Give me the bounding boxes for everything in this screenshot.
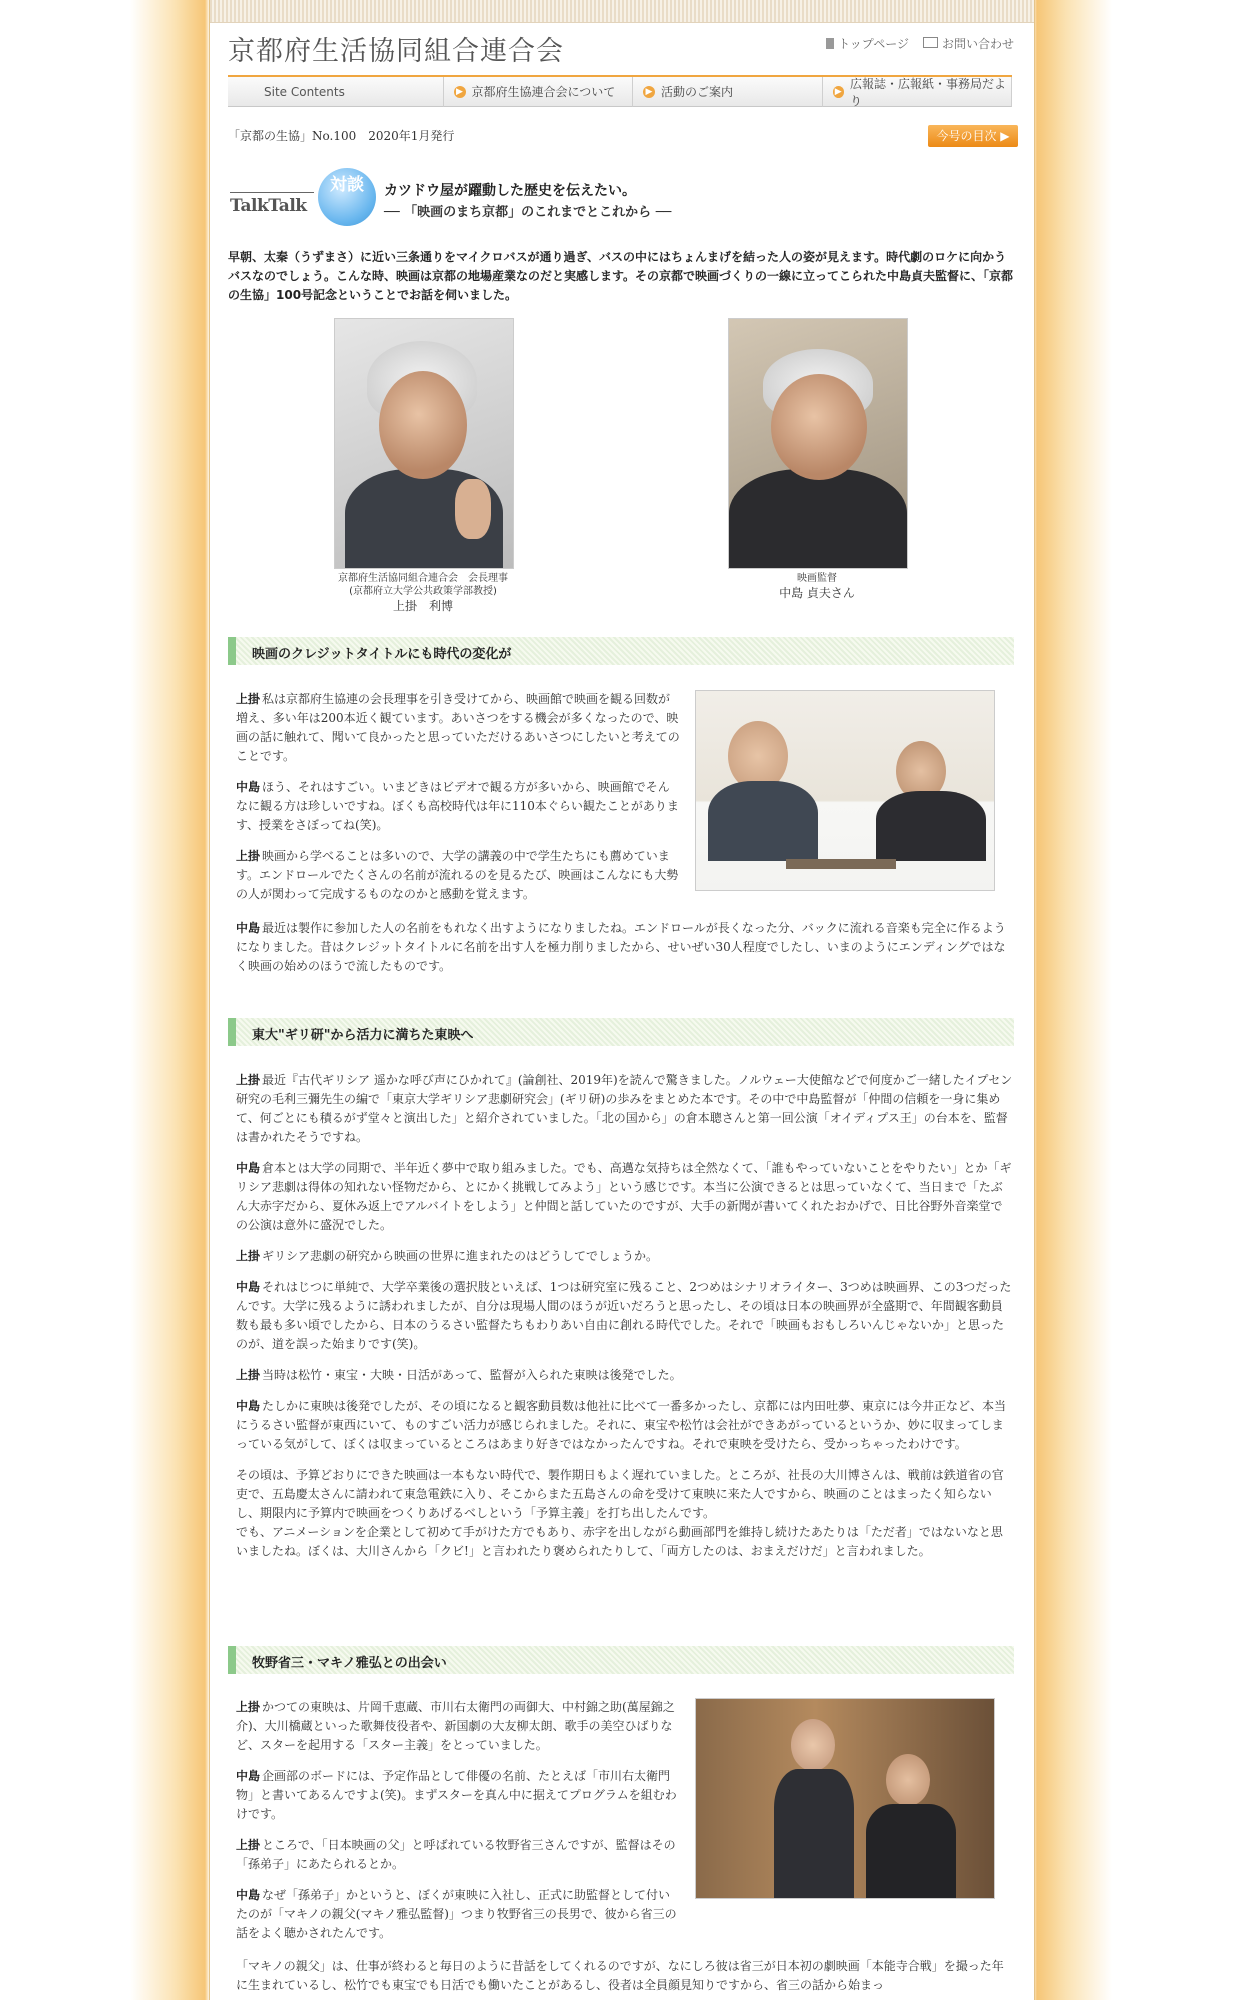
nav-publications[interactable]: ▶ 広報誌・広報紙・事務局だより: [823, 77, 1013, 107]
paragraph: 中島 それはじつに単純で、大学卒業後の選択肢といえば、1つは研究室に残ること、2つめはシナリオライター、3つめは映画界、この3つだったんです。大学に残るように誘われましたが、自分は現場人間のほうが近いだろうと思ったし、その頃は日本の映画界が全盛期で、年間観客動員数も最も多い頃でしたから、日本のうるさい監督たちもわりあい自由に創れる時代でした。それで「映画もおもしろいんじゃないか」と思ったのが、道を誤った始まりです(笑)。: [236, 1280, 1012, 1351]
speaker-label: 上掛: [236, 1700, 261, 1714]
caption-kamikake-role: 京都府生活協同組合連合会 会長理事: [338, 573, 508, 584]
speaker-label: 中島: [236, 1769, 261, 1783]
paragraph: 中島 なぜ「孫弟子」かというと、ぼくが東映に入社し、正式に助監督として付いたのが「マキノの親父(マキノ雅弘監督)」つまり牧野省三の長男で、彼から省三の話をよく聴かされたんです。: [236, 1888, 677, 1940]
section-1-body-narrow: [236, 690, 680, 916]
speaker-label: 中島: [236, 1888, 261, 1902]
header: [210, 23, 1034, 73]
paragraph: その頃は、予算どおりにできた映画は一本もない時代で、製作期日もよく遅れていました。ところが、社長の大川博さんは、戦前は鉄道省の官吏で、五島慶太さんに請われて東急電鉄に入り、そこからまた五島さんの命を受けて東映に来た人ですから、映画のことはまったく知らないし、期限内に予算内で映画をつくりあげるべしという「予算主義」を打ち出したんです。 でも、アニメーションを企業として初めて手がけた方でもあり、赤字を出しながら動画部門を維持し続けたあたりは「ただ者」ではないなと思いましたね。ぼくは、大川さんから「クビ!」と言われたり褒められたりして、「両方したのは、おまえだけだ」と言われました。: [236, 1468, 1004, 1558]
speaker-label: 中島: [236, 1161, 261, 1175]
photo-two-men-standing: [695, 1698, 995, 1899]
paragraph: 上掛 最近『古代ギリシア 遥かな呼び声にひかれて』(論創社、2019年)を読んで驚きました。ノルウェー大使館などで何度かご一緒したイプセン研究の毛利三彌先生の編で「東京大学ギリシア悲劇研究会」(ギリ研)の歩みをまとめた本です。その中で中島監督が「仲間の信頼を一身に集めて、何ごとにも積るがず堂々と演出した」と紹介されていました。「北の国から」の倉本聰さんと第一回公演「オイディプス王」の台本を、監督は書かれたそうですね。: [236, 1073, 1013, 1144]
speaker-label: 中島: [236, 921, 261, 935]
nav-site-contents: Site Contents: [228, 77, 444, 107]
section-heading-2: 東大"ギリ研"から活力に満ちた東映へ: [228, 1018, 1014, 1046]
photo-conversation-table: [695, 690, 995, 891]
top-stripe: [210, 0, 1034, 23]
speaker-label: 上掛: [236, 1368, 261, 1382]
article-subtitle: ── 「映画のまち京都」のこれまでとこれから ──: [384, 205, 672, 220]
arrow-circle-icon: ▶: [643, 86, 655, 98]
speaker-label: 上掛: [236, 1249, 261, 1263]
section-heading-3: 牧野省三・マキノ雅弘との出会い: [228, 1646, 1014, 1674]
caption-kamikake-name: 上掛 利博: [392, 599, 453, 613]
speaker-label: 上掛: [236, 849, 261, 863]
paragraph: 中島 たしかに東映は後発でしたが、その頃になると観客動員数は他社に比べて一番多かったし、京都には内田吐夢、東京には今井正など、本当にうるさい監督が東西にいて、ものすごい活力が感じられました。それに、東宝や松竹は会社ができあがっているというか、妙に収まってしまっている気がして、ぼくは収まっているところはあまり好きではなかったんですね。それで東映を受けたら、受かっちゃったわけです。: [236, 1399, 1007, 1451]
talktalk-logo: TalkTalk: [230, 196, 307, 216]
speaker-label: 上掛: [236, 1838, 261, 1852]
arrow-circle-icon: ▶: [833, 86, 845, 98]
paragraph: 上掛 かつての東映は、片岡千恵蔵、市川右太衛門の両御大、中村錦之助(萬屋錦之介)、大川橋蔵といった歌舞伎役者や、新国劇の大友柳太朗、歌手の美空ひばりなど、スターを起用する「スター主義」をとっていました。: [236, 1700, 675, 1752]
section-heading-1: 映画のクレジットタイトルにも時代の変化が: [228, 637, 1014, 665]
nav-about[interactable]: ▶ 京都府生協連合会について: [444, 77, 634, 107]
speaker-label: 中島: [236, 1399, 261, 1413]
paragraph: 中島 企画部のボードには、予定作品として俳優の名前、たとえば「市川右太衛門物」と書いてあるんですよ(笑)。まずスターを真ん中に据えてプログラムを組むわけです。: [236, 1769, 677, 1821]
paragraph: 上掛 私は京都府生協連の会長理事を引き受けてから、映画館で映画を観る回数が増え、多い年は200本近く観ています。あいさつをする機会が多くなったので、映画の話に触れて、聞いて良かったと思っていただけるあいさつにしたいと考えてのことです。: [236, 692, 680, 763]
paragraph: 上掛 当時は松竹・東宝・大映・日活があって、監督が入られた東映は後発でした。: [236, 1368, 682, 1382]
taidan-badge: 対談: [318, 168, 376, 226]
paragraph: 中島 倉本とは大学の同期で、半年近く夢中で取り組みました。でも、高邁な気持ちは全然なくて、「誰もやっていないことをやりたい」とか「ギリシア悲劇は得体の知れない怪物だから、とにかく挑戦してみよう」という感じです。本当に公演できるとは思っていなくて、当日まで「たぶん大赤字だから、夏休み返上でアルバイトをしよう」と仲間と話していたのですが、大手の新聞が書いてくれたおかげで、日比谷野外音楽堂での公演は意外に盛況でした。: [236, 1161, 1012, 1232]
contact-link[interactable]: お問い合わせ: [923, 35, 1014, 52]
arrow-circle-icon: ▶: [454, 86, 466, 98]
main-nav: [228, 75, 1012, 109]
issue-info: 「京都の生協」No.100 2020年1月発行: [228, 129, 455, 143]
paragraph: 「マキノの親父」は、仕事が終わると毎日のように昔話をしてくれるのですが、なにしろ彼は省三が日本初の劇映画「本能寺合戦」を撮った年に生まれているし、松竹でも東宝でも日活でも働いたことがあるし、役者は全員顔見知りですから、省三の話から始まっ: [236, 1959, 1004, 1992]
article-title: カツドウ屋が躍動した歴史を伝えたい。: [384, 183, 636, 199]
caption-nakajima-name: 中島 貞夫さん: [779, 586, 855, 600]
utility-links: [826, 35, 1014, 52]
paragraph: 上掛 ギリシア悲劇の研究から映画の世界に進まれたのはどうしてでしょうか。: [236, 1249, 659, 1263]
speaker-label: 上掛: [236, 692, 261, 706]
paragraph: 上掛 映画から学べることは多いので、大学の講義の中で学生たちにも薦めています。エンドロールでたくさんの名前が流れるのを見るたび、映画はこんなにも大勢の人が関わって完成するものなのかと感動を覚えます。: [236, 849, 679, 901]
section-2-body: [236, 1071, 1014, 1573]
lead-paragraph: 早朝、太秦（うずまさ）に近い三条通りをマイクロバスが通り過ぎ、バスの中にはちょんまげを結った人の姿が見えます。時代劇のロケに向かうバスなのでしょう。こんな時、映画は京都の地場産業なのだと実感します。その京都で映画づくりの一線に立ってこられた中島貞夫監督に、「京都の生協」100号記念ということでお話を伺いました。: [228, 250, 1014, 302]
speaker-label: 中島: [236, 780, 261, 794]
paragraph: 中島 最近は製作に参加した人の名前をもれなく出すようになりましたね。エンドロールが長くなった分、バックに流れる音楽も完全に作るようになりました。昔はクレジットタイトルに名前を出す人を極力削りましたから、せいぜい30人程度でしたし、いまのようにエンディングではなく映画の始めのほうで流したものです。: [236, 921, 1006, 973]
portrait-kamikake: [334, 318, 514, 569]
caption-nakajima-role: 映画監督: [797, 573, 837, 584]
mail-icon: [923, 37, 938, 48]
section-3-body-narrow: [236, 1698, 680, 1955]
talk-header: [230, 166, 1010, 236]
toc-button[interactable]: 今号の目次 ▶: [928, 125, 1018, 147]
caption-kamikake-affiliation: (京都府立大学公共政策学部教授): [349, 586, 497, 597]
speaker-label: 上掛: [236, 1073, 261, 1087]
caption-kamikake: [294, 572, 552, 613]
section-1-body-wide: [236, 919, 1014, 988]
section-3-body-wide: [236, 1957, 1014, 2000]
top-page-link[interactable]: トップページ: [826, 35, 909, 52]
paragraph: 上掛 ところで、「日本映画の父」と呼ばれている牧野省三さんですが、監督はその「孫弟子」にあたられるとか。: [236, 1838, 676, 1871]
nav-activities[interactable]: ▶ 活動のご案内: [633, 77, 823, 107]
page-icon: [826, 38, 834, 49]
portrait-nakajima: [728, 318, 908, 569]
paragraph: 中島 ほう、それはすごい。いまどきはビデオで観る方が多いから、映画館でそんなに観る方は珍しいですね。ぼくも高校時代は年に110本ぐらい観たことがあります、授業をさぼってね(笑)。: [236, 780, 679, 832]
speaker-label: 中島: [236, 1280, 261, 1294]
caption-nakajima: [690, 572, 944, 600]
site-title[interactable]: 京都府生活協同組合連合会: [228, 36, 564, 67]
page-container: [209, 0, 1035, 2000]
